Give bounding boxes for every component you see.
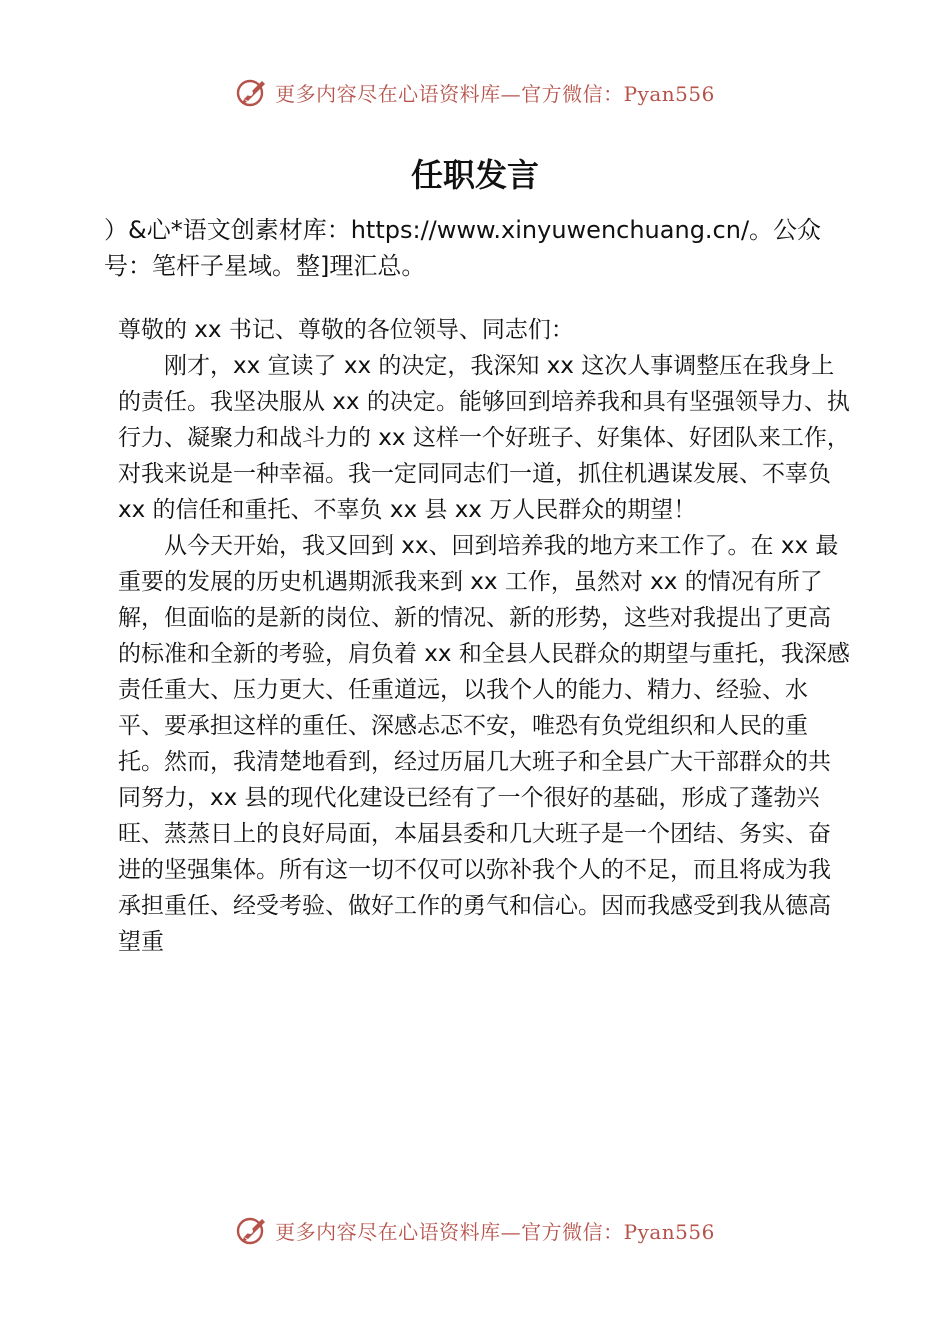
paragraph-2: 从今天开始，我又回到 xx、回到培养我的地方来工作了。在 xx 最重要的发展的历史机遇期派我来到 xx 工作，虽然对 xx 的情况有所了解，但面临的是新的岗位、新的情况、新的形势，这些对我提出了更高的标准和全新的考验，肩负着 xx 和全县人民群众的期望与重托，我深感责任重大、压力更大、任重道远，以我个人的能力、精力、经验、水平、要承担这样的重任、深感忐忑不安，唯恐有负党组织和人民的重托。然而，我清楚地看到，经过历届几大班子和全县广大干部群众的共同努力，xx 县的现代化建设已经有了一个很好的基础，形成了蓬勃兴旺、蒸蒸日上的良好局面，本届县委和几大班子是一个团结、务实、奋进的坚强集体。所有这一切不仅可以弥补我个人的不足，而且将成为我承担重任、经受考验、做好工作的勇气和信心。因而我感受到我从德高望重 (118, 533, 850, 955)
document-body (118, 312, 853, 960)
quill-pen-icon (235, 1213, 269, 1247)
paragraph-1: 刚才，xx 宣读了 xx 的决定，我深知 xx 这次人事调整压在我身上的责任。我坚决服从 xx 的决定。能够回到培养我和具有坚强领导力、执行力、凝聚力和战斗力的 xx 这样一个好班子、好集体、好团队来工作，对我来说是一种幸福。我一定同同志们一道，抓住机遇谋发展、不辜负 xx 的信任和重托、不辜负 xx 县 xx 万人民群众的期望！ (118, 353, 850, 523)
source-note: ）&心*语文创素材库：https://www.xinyuwenchuang.cn/。公众号：笔杆子星域。整]理汇总。 (104, 216, 822, 280)
quill-pen-icon (235, 75, 269, 109)
document-title: 任职发言 (410, 156, 539, 194)
footer-banner-text: 更多内容尽在心语资料库—官方微信：Pyan556 (275, 1219, 715, 1244)
header-banner-text: 更多内容尽在心语资料库—官方微信：Pyan556 (275, 81, 715, 106)
salutation: 尊敬的 xx 书记、尊敬的各位领导、同志们： (118, 317, 574, 343)
header-banner (0, 72, 950, 112)
footer-banner (0, 1210, 950, 1250)
